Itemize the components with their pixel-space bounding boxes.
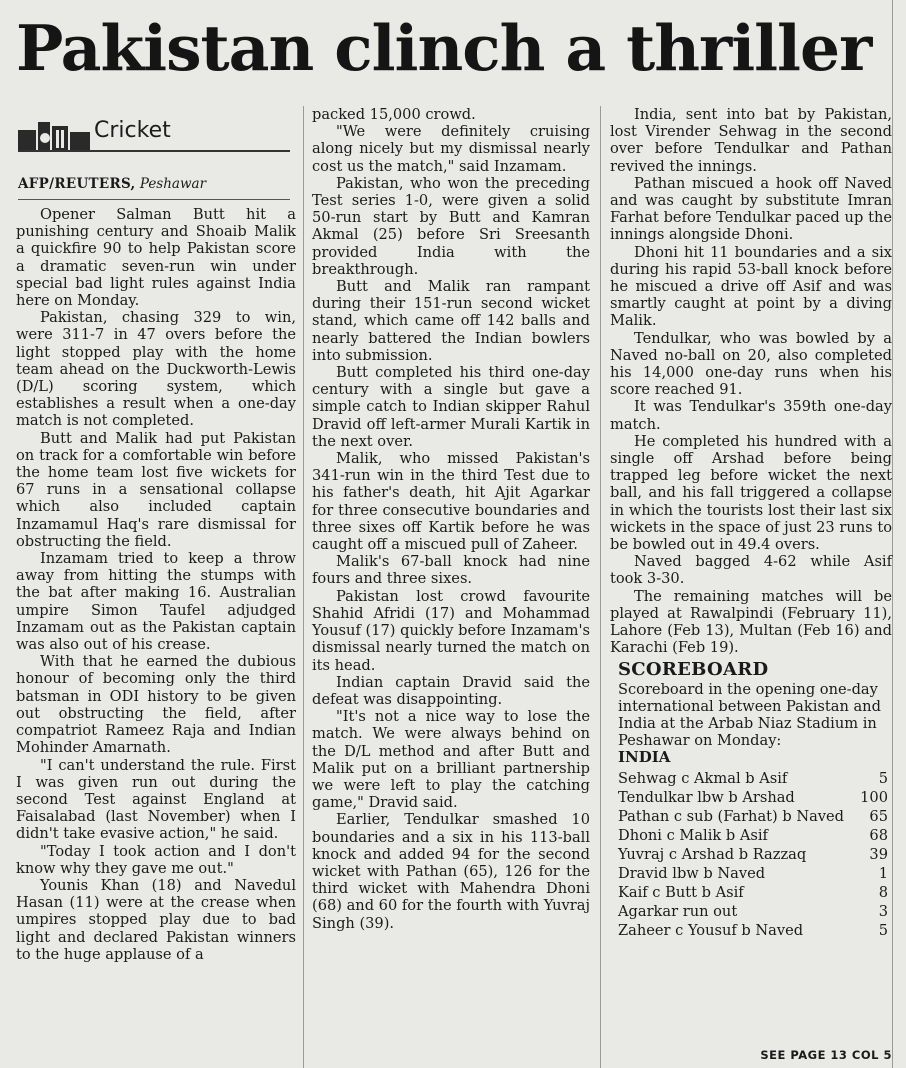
batsman: Dravid lbw b Naved xyxy=(618,864,766,882)
section-rule xyxy=(18,150,290,152)
scoreboard-intro: Scoreboard in the opening one-day international between Pakistan and India at the Arbab Niaz Stadium in Peshawar on Monday: xyxy=(618,680,881,750)
scoreboard-row xyxy=(618,826,888,845)
paragraph: "We were definitely cruising along nicely but my dismissal nearly cost us the match," said Inzamam. xyxy=(312,123,590,175)
paragraph: India, sent into bat by Pakistan, lost Virender Sehwag in the second over before Tendulkar and Pathan revived the innings. xyxy=(610,106,892,175)
article-column-3 xyxy=(610,106,892,940)
paragraph: Indian captain Dravid said the defeat was disappointing. xyxy=(312,673,590,708)
paragraph: "It's not a nice way to lose the match. We were always behind on the D/L method and after Butt and Malik put on a brilliant partnership we were left to play the catching game," Dravid said. xyxy=(312,708,590,812)
paragraph: With that he earned the dubious honour of becoming only the third batsman in ODI history to be given out obstructing the field, after compatriot Rameez Raja and Indian Mohinder Amarnath. xyxy=(16,653,296,757)
runs: 5 xyxy=(878,769,888,787)
scoreboard-team: INDIA xyxy=(618,748,671,767)
paragraph: Inzamam tried to keep a throw away from hitting the stumps with the bat after making 16. Australian umpire Simon Taufel adjudged Inzamam out as the Pakistan captain was also out of his crease. xyxy=(16,550,296,654)
headline: Pakistan clinch a thriller xyxy=(16,11,872,85)
paragraph: Malik, who missed Pakistan's 341-run win in the third Test due to his father's death, hit Ajit Agarkar for three consecutive boundaries and three sixes off Kartik before he was caught off a miscued pull of Zaheer. xyxy=(312,450,590,554)
batsman: Yuvraj c Arshad b Razzaq xyxy=(618,845,807,863)
scoreboard-row xyxy=(618,845,888,864)
scoreboard-row xyxy=(618,902,888,921)
runs: 68 xyxy=(869,826,888,844)
runs: 8 xyxy=(878,883,888,901)
runs: 100 xyxy=(860,788,888,806)
paragraph: It was Tendulkar's 359th one-day match. xyxy=(610,398,892,433)
scoreboard-row xyxy=(618,921,888,940)
paragraph: Butt and Malik ran rampant during their 151-run second wicket stand, which came off 142 balls and nearly battered the Indian bowlers into submission. xyxy=(312,278,590,364)
cricket-icon xyxy=(18,116,90,150)
byline xyxy=(18,176,206,192)
batsman: Agarkar run out xyxy=(618,902,738,920)
scoreboard-row xyxy=(618,864,888,883)
column-divider xyxy=(303,106,304,1068)
scoreboard-row xyxy=(618,769,888,788)
batsman: Sehwag c Akmal b Asif xyxy=(618,769,788,787)
batsman: Zaheer c Yousuf b Naved xyxy=(618,921,804,939)
batsman: Dhoni c Malik b Asif xyxy=(618,826,768,844)
paragraph: Butt and Malik had put Pakistan on track for a comfortable win before the home team lost five wickets for 67 runs in a sensational collapse which also included captain Inzamamul Haq's rare dismissal for obstructing the field. xyxy=(16,429,296,550)
paragraph: Malik's 67-ball knock had nine fours and three sixes. xyxy=(312,553,590,588)
paragraph: Naved bagged 4-62 while Asif took 3-30. xyxy=(610,553,892,588)
paragraph: Pakistan lost crowd favourite Shahid Afridi (17) and Mohammad Yousuf (17) quickly before Inzamam's dismissal nearly turned the match on its head. xyxy=(312,587,590,674)
batsman: Pathan c sub (Farhat) b Naved xyxy=(618,807,845,825)
article-column-2 xyxy=(312,106,590,932)
runs: 39 xyxy=(869,845,888,863)
paragraph: Pathan miscued a hook off Naved and was caught by substitute Imran Farhat before Tendulkar paced up the innings alongside Dhoni. xyxy=(610,174,892,244)
runs: 1 xyxy=(878,864,888,882)
byline-place: Peshawar xyxy=(139,176,207,192)
runs: 5 xyxy=(878,921,888,939)
runs: 3 xyxy=(878,902,888,920)
paragraph: packed 15,000 crowd. xyxy=(312,106,476,123)
scoreboard-heading: SCOREBOARD xyxy=(618,658,769,680)
paragraph: Tendulkar, who was bowled by a Naved no-ball on 20, also completed his 14,000 one-day runs when his score reached 91. xyxy=(610,329,892,399)
scoreboard-row xyxy=(618,788,888,807)
continuation-note: SEE PAGE 13 COL 5 xyxy=(760,1048,892,1062)
paragraph: Butt completed his third one-day century with a single but gave a simple catch to Indian skipper Rahul Dravid off left-armer Murali Kartik in the next over. xyxy=(312,364,590,450)
paragraph: Opener Salman Butt hit a punishing century and Shoaib Malik a quickfire 90 to help Pakistan score a dramatic seven-run win under special bad light rules against India here on Monday. xyxy=(16,206,296,310)
runs: 65 xyxy=(869,807,888,825)
article-column-1 xyxy=(16,206,296,963)
batsman: Kaif c Butt b Asif xyxy=(618,883,744,901)
scoreboard-row xyxy=(618,807,888,826)
paragraph: Dhoni hit 11 boundaries and a six during his rapid 53-ball knock before he miscued a drive off Asif and was smartly caught at point by a diving Malik. xyxy=(610,243,892,330)
paragraph: "Today I took action and I don't know why they gave me out." xyxy=(16,842,296,877)
page-edge-rule xyxy=(892,0,893,1068)
paragraph: Pakistan, chasing 329 to win, were 311-7 in 47 overs before the light stopped play with the home team ahead on the Duckworth-Lewis (D/L) scoring system, which establishes a result when a one-day match is not completed. xyxy=(16,309,296,430)
paragraph: "I can't understand the rule. First I was given run out during the second Test against England at Faisalabad (last November) when I didn't take evasive action," he said. xyxy=(16,756,296,843)
paragraph: Pakistan, who won the preceding Test series 1-0, were given a solid 50-run start by Butt and Kamran Akmal (25) before Sri Sreesanth provided India with the breakthrough. xyxy=(312,174,590,278)
section-label xyxy=(18,114,292,154)
paragraph: Younis Khan (18) and Navedul Hasan (11) were at the crease when umpires stopped play due to bad light and declared Pakistan winners to the huge applause of a xyxy=(16,876,296,963)
byline-rule xyxy=(18,199,290,200)
section-name: Cricket xyxy=(94,118,171,143)
paragraph: Earlier, Tendulkar smashed 10 boundaries and a six in his 113-ball knock and added 94 for the second wicket with Pathan (65), 126 for the third wicket with Mahendra Dhoni (68) and 60 for the fourth with Yuvraj Singh (39). xyxy=(312,811,590,932)
batsman: Tendulkar lbw b Arshad xyxy=(618,788,795,806)
column-divider xyxy=(600,106,601,1068)
byline-agency: AFP/REUTERS, xyxy=(18,176,136,192)
paragraph: The remaining matches will be played at Rawalpindi (February 11), Lahore (Feb 13), Multan (Feb 16) and Karachi (Feb 19). xyxy=(610,587,892,657)
scoreboard-table xyxy=(610,769,892,940)
scoreboard-row xyxy=(618,883,888,902)
paragraph: He completed his hundred with a single off Arshad before being trapped leg before wicket the next ball, and his fall triggered a collapse in which the tourists lost their last six wickets in the space of just 23 runs to be bowled out in 49.4 overs. xyxy=(610,432,892,554)
